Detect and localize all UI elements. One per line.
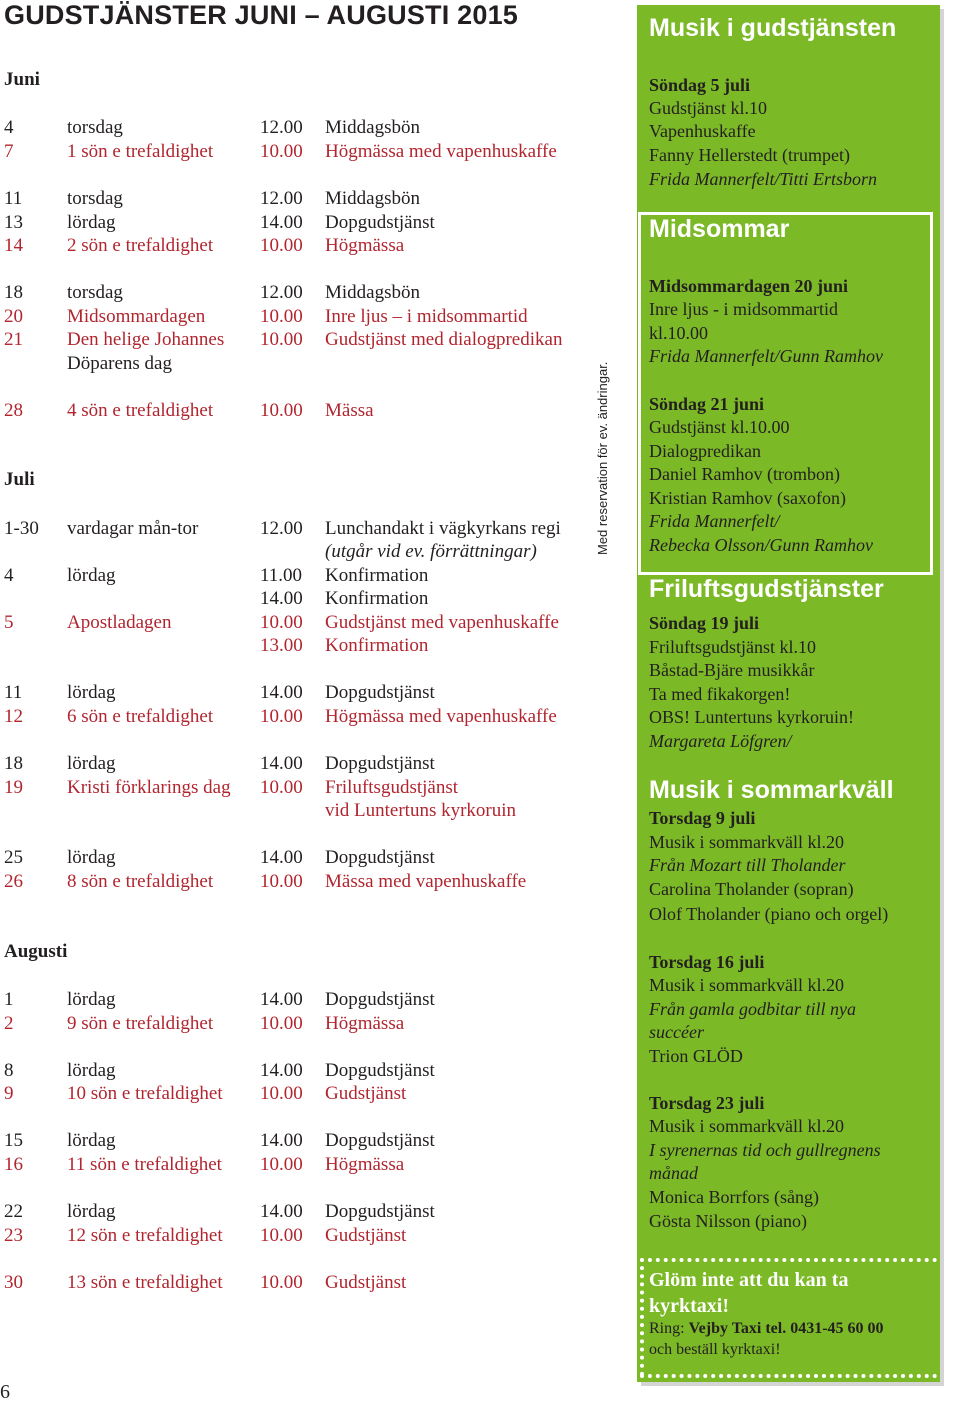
row-name: 13 sön e trefaldighet	[67, 1272, 223, 1293]
schedule-row	[0, 1129, 590, 1153]
schedule-row	[0, 634, 590, 658]
row-name: lördag	[67, 1201, 116, 1222]
taxi-ring-label: Ring:	[649, 1320, 685, 1337]
row-day: 18	[4, 282, 23, 303]
row-day: 1-30	[4, 518, 39, 539]
event-line: Monica Borrfors (sång)	[649, 1187, 819, 1207]
schedule-row	[0, 1012, 590, 1036]
row-time: 10.00	[260, 306, 303, 327]
schedule-row	[0, 234, 590, 258]
schedule-row	[0, 1153, 590, 1177]
event-line: Gösta Nilsson (piano)	[649, 1211, 807, 1231]
event-line: Rebecka Olsson/Gunn Ramhov	[649, 535, 873, 555]
row-description: Middagsbön	[325, 282, 420, 303]
event-line: Ta med fikakorgen!	[649, 684, 791, 704]
taxi-phone-line	[649, 1318, 884, 1339]
row-day: 28	[4, 400, 23, 421]
event-line: succéer	[649, 1022, 704, 1042]
row-name: lördag	[67, 847, 116, 868]
event-line: Trion GLÖD	[649, 1046, 743, 1066]
row-name: 9 sön e trefaldighet	[67, 1013, 214, 1034]
schedule-row	[0, 1224, 590, 1248]
schedule-row	[0, 1200, 590, 1224]
row-time: 10.00	[260, 1013, 303, 1034]
schedule-row	[0, 681, 590, 705]
row-day: 9	[4, 1083, 14, 1104]
music-heading: Musik i gudstjänsten	[649, 14, 897, 42]
event-line: Kristian Ramhov (saxofon)	[649, 488, 846, 508]
event-line: I syrenernas tid och gullregnens	[649, 1140, 881, 1160]
event-line: Frida Mannerfelt/Gunn Ramhov	[649, 346, 883, 366]
row-description: Högmässa med vapenhuskaffe	[325, 141, 557, 162]
event-date: Torsdag 16 juli	[649, 952, 765, 972]
schedule-row	[0, 211, 590, 235]
row-time: 14.00	[260, 989, 303, 1010]
row-description: Gudstjänst med dialogpredikan	[325, 329, 563, 350]
row-time: 13.00	[260, 635, 303, 656]
sidebar-music	[637, 5, 940, 1382]
row-time: 14.00	[260, 588, 303, 609]
row-day: 2	[4, 1013, 14, 1034]
row-day: 4	[4, 565, 14, 586]
row-day: 7	[4, 141, 14, 162]
row-continuation-note: (utgår vid ev. förrättningar)	[325, 541, 537, 562]
schedule-row	[0, 564, 590, 588]
event-line: Frida Mannerfelt/Titti Ertsborn	[649, 169, 878, 189]
schedule-row	[0, 705, 590, 729]
row-name: lördag	[67, 1130, 116, 1151]
schedule-row	[0, 187, 590, 211]
event-line: kl.10.00	[649, 323, 709, 343]
schedule-row	[0, 1082, 590, 1106]
schedule-row	[0, 846, 590, 870]
row-time: 12.00	[260, 188, 303, 209]
schedule-row	[0, 281, 590, 305]
row-day: 25	[4, 847, 23, 868]
row-name: lördag	[67, 989, 116, 1010]
month-heading-august: Augusti	[4, 941, 68, 962]
schedule-row	[0, 1271, 590, 1295]
schedule-row	[0, 399, 590, 423]
event-line: Gudstjänst kl.10.00	[649, 417, 790, 437]
row-name: torsdag	[67, 282, 123, 303]
event-line: Fanny Hellerstedt (trumpet)	[649, 145, 850, 165]
row-time: 14.00	[260, 1130, 303, 1151]
taxi-heading-line2: kyrktaxi!	[649, 1295, 729, 1317]
row-name: lördag	[67, 1060, 116, 1081]
row-description: Gudstjänst	[325, 1272, 407, 1293]
row-day: 13	[4, 212, 23, 233]
row-description: Middagsbön	[325, 117, 420, 138]
row-name: 11 sön e trefaldighet	[67, 1154, 222, 1175]
row-time: 10.00	[260, 706, 303, 727]
row-name: 4 sön e trefaldighet	[67, 400, 214, 421]
row-description: Högmässa	[325, 235, 405, 256]
event-line: Från Mozart till Tholander	[649, 855, 846, 875]
row-description: Friluftsgudstjänst	[325, 777, 459, 798]
row-time: 12.00	[260, 518, 303, 539]
row-description: Konfirmation	[325, 588, 429, 609]
row-description: Gudstjänst med vapenhuskaffe	[325, 612, 559, 633]
row-day: 30	[4, 1272, 23, 1293]
schedule-row	[0, 116, 590, 140]
row-day: 18	[4, 753, 23, 774]
row-time: 10.00	[260, 329, 303, 350]
row-day: 22	[4, 1201, 23, 1222]
taxi-phone: Vejby Taxi tel. 0431-45 60 00	[688, 1320, 884, 1337]
taxi-heading-line1: Glöm inte att du kan ta	[649, 1269, 849, 1291]
month-heading-june: Juni	[4, 69, 40, 90]
row-time: 10.00	[260, 871, 303, 892]
row-day: 11	[4, 682, 23, 703]
row-name: vardagar mån-tor	[67, 518, 199, 539]
row-name: 8 sön e trefaldighet	[67, 871, 214, 892]
row-day: 23	[4, 1225, 23, 1246]
event-line: Musik i sommarkväll kl.20	[649, 832, 844, 852]
event-line: Olof Tholander (piano och orgel)	[649, 904, 889, 924]
midsommar-heading: Midsommar	[649, 215, 790, 243]
frilufts-heading: Friluftsgudstjänster	[649, 575, 884, 603]
event-line: Musik i sommarkväll kl.20	[649, 1116, 844, 1136]
taxi-box-border-top	[640, 1258, 937, 1262]
event-line: Inre ljus - i midsommartid	[649, 299, 838, 319]
row-time: 10.00	[260, 400, 303, 421]
event-date: Torsdag 23 juli	[649, 1093, 765, 1113]
row-description: Dopgudstjänst	[325, 1201, 435, 1222]
row-description: Dopgudstjänst	[325, 682, 435, 703]
schedule-row	[0, 1059, 590, 1083]
row-day: 21	[4, 329, 23, 350]
sommarkvall-heading: Musik i sommarkväll	[649, 776, 894, 804]
row-day: 14	[4, 235, 23, 256]
event-line: OBS! Luntertuns kyrkoruin!	[649, 707, 854, 727]
row-time: 10.00	[260, 235, 303, 256]
row-name: Midsommardagen	[67, 306, 206, 327]
row-description: Dopgudstjänst	[325, 1060, 435, 1081]
row-time: 10.00	[260, 1272, 303, 1293]
reservation-note: Med reservation för ev. ändringar.	[595, 361, 610, 555]
row-name: Den helige Johannes	[67, 329, 225, 350]
page-title: GUDSTJÄNSTER JUNI – AUGUSTI 2015	[4, 0, 519, 30]
row-description: Dopgudstjänst	[325, 847, 435, 868]
row-name: lördag	[67, 682, 116, 703]
row-continuation-luntertun: vid Luntertuns kyrkoruin	[325, 800, 517, 821]
row-description: Dopgudstjänst	[325, 1130, 435, 1151]
event-line: Båstad-Bjäre musikkår	[649, 660, 815, 680]
event-line: Vapenhuskaffe	[649, 121, 756, 141]
row-description: Gudstjänst	[325, 1083, 407, 1104]
month-heading-july: Juli	[4, 469, 35, 490]
event-line: Gudstjänst kl.10	[649, 98, 768, 118]
row-description: Dopgudstjänst	[325, 989, 435, 1010]
row-day: 11	[4, 188, 23, 209]
row-time: 12.00	[260, 117, 303, 138]
row-name: lördag	[67, 565, 116, 586]
row-name: torsdag	[67, 188, 123, 209]
row-description: Mässa	[325, 400, 374, 421]
event-date: Midsommardagen 20 juni	[649, 276, 849, 296]
event-date: Söndag 21 juni	[649, 394, 765, 414]
event-line: månad	[649, 1163, 698, 1183]
event-date: Torsdag 9 juli	[649, 808, 756, 828]
row-day: 26	[4, 871, 23, 892]
row-name: torsdag	[67, 117, 123, 138]
schedule-row	[0, 587, 590, 611]
row-description: Inre ljus – i midsommartid	[325, 306, 528, 327]
row-day: 8	[4, 1060, 14, 1081]
schedule-row	[0, 988, 590, 1012]
row-time: 10.00	[260, 612, 303, 633]
row-description: Dopgudstjänst	[325, 212, 435, 233]
row-time: 14.00	[260, 1060, 303, 1081]
row-time: 10.00	[260, 1154, 303, 1175]
row-time: 10.00	[260, 1083, 303, 1104]
taxi-line: och beställ kyrktaxi!	[649, 1341, 781, 1358]
event-line: Friluftsgudstjänst kl.10	[649, 637, 817, 657]
row-time: 12.00	[260, 282, 303, 303]
schedule-row	[0, 140, 590, 164]
schedule-row	[0, 776, 590, 800]
row-description: Mässa med vapenhuskaffe	[325, 871, 527, 892]
row-name: 12 sön e trefaldighet	[67, 1225, 223, 1246]
row-time: 11.00	[260, 565, 303, 586]
row-description: Högmässa med vapenhuskaffe	[325, 706, 557, 727]
row-description: Gudstjänst	[325, 1225, 407, 1246]
event-line: Musik i sommarkväll kl.20	[649, 975, 844, 995]
row-day: 15	[4, 1130, 23, 1151]
taxi-box-border-left	[640, 1258, 644, 1376]
row-name: lördag	[67, 753, 116, 774]
row-day: 12	[4, 706, 23, 727]
taxi-box-border-bottom	[640, 1374, 937, 1378]
event-date: Söndag 5 juli	[649, 75, 751, 95]
row-name: lördag	[67, 212, 116, 233]
row-time: 14.00	[260, 212, 303, 233]
row-description: Lunchandakt i vägkyrkans regi	[325, 518, 561, 539]
row-day: 5	[4, 612, 14, 633]
page-number: 6	[0, 1381, 10, 1403]
row-day: 4	[4, 117, 14, 138]
event-line: Dialogpredikan	[649, 441, 761, 461]
event-line: Frida Mannerfelt/	[649, 511, 780, 531]
row-description: Konfirmation	[325, 635, 429, 656]
row-time: 10.00	[260, 1225, 303, 1246]
event-date: Söndag 19 juli	[649, 613, 760, 633]
row-time: 14.00	[260, 753, 303, 774]
row-description: Konfirmation	[325, 565, 429, 586]
row-name: Kristi förklarings dag	[67, 777, 231, 798]
event-line: Från gamla godbitar till nya	[649, 999, 856, 1019]
event-line: Carolina Tholander (sopran)	[649, 879, 854, 899]
schedule-row	[0, 328, 590, 352]
event-line: Daniel Ramhov (trombon)	[649, 464, 840, 484]
row-time: 10.00	[260, 777, 303, 798]
row-name: 10 sön e trefaldighet	[67, 1083, 223, 1104]
row-description: Middagsbön	[325, 188, 420, 209]
row-day: 1	[4, 989, 14, 1010]
row-description: Högmässa	[325, 1013, 405, 1034]
schedule-row	[0, 517, 590, 541]
row-time: 14.00	[260, 847, 303, 868]
schedule-row	[0, 752, 590, 776]
row-time: 14.00	[260, 1201, 303, 1222]
row-time: 10.00	[260, 141, 303, 162]
schedule-row	[0, 305, 590, 329]
row-continuation-doparens-dag: Döparens dag	[67, 353, 172, 374]
row-name: Apostladagen	[67, 612, 172, 633]
row-day: 16	[4, 1154, 23, 1175]
row-description: Dopgudstjänst	[325, 753, 435, 774]
row-day: 20	[4, 306, 23, 327]
schedule-row	[0, 870, 590, 894]
row-name: 2 sön e trefaldighet	[67, 235, 214, 256]
row-day: 19	[4, 777, 23, 798]
row-name: 1 sön e trefaldighet	[67, 141, 214, 162]
row-name: 6 sön e trefaldighet	[67, 706, 214, 727]
schedule-row	[0, 611, 590, 635]
row-time: 14.00	[260, 682, 303, 703]
event-line: Margareta Löfgren/	[649, 731, 792, 751]
row-description: Högmässa	[325, 1154, 405, 1175]
